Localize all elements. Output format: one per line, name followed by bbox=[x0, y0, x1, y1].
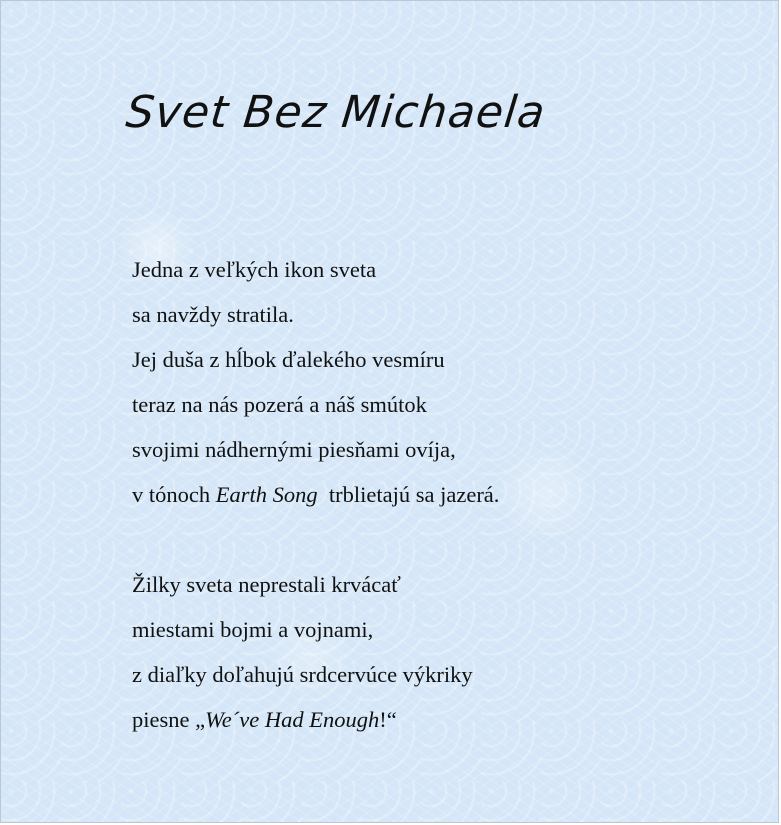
poem-line: sa navždy stratila. bbox=[132, 302, 294, 327]
poem-line-text: !“ bbox=[379, 707, 397, 732]
poem-title: Svet Bez Michaela bbox=[123, 87, 549, 138]
poem-line-earth-song bbox=[132, 479, 752, 524]
poem-line: teraz na nás pozerá a náš smútok bbox=[132, 392, 427, 417]
poem-line: Žilky sveta neprestali krvácať bbox=[132, 572, 401, 597]
song-title-weve-had-enough: We´ve Had Enough bbox=[205, 707, 380, 732]
poem-line: svojimi nádhernými piesňami ovíja, bbox=[132, 437, 456, 462]
poem-line: Jej duša z hĺbok ďalekého vesmíru bbox=[132, 347, 445, 372]
stanza-2 bbox=[132, 569, 752, 749]
stanza-1 bbox=[132, 254, 752, 524]
poem-body bbox=[132, 254, 752, 749]
poem-line: Jedna z veľkých ikon sveta bbox=[132, 257, 377, 282]
song-title-earth-song: Earth Song bbox=[215, 482, 318, 507]
poem-line-weve-had-enough bbox=[132, 704, 752, 749]
poem-line: miestami bojmi a vojnami, bbox=[132, 617, 374, 642]
poem-line-text: trblietajú sa jazerá. bbox=[317, 482, 500, 507]
poem-line-text: piesne „ bbox=[132, 707, 206, 732]
poem-line: z diaľky doľahujú srdcervúce výkriky bbox=[132, 662, 473, 687]
poem-line-text: v tónoch bbox=[132, 482, 216, 507]
